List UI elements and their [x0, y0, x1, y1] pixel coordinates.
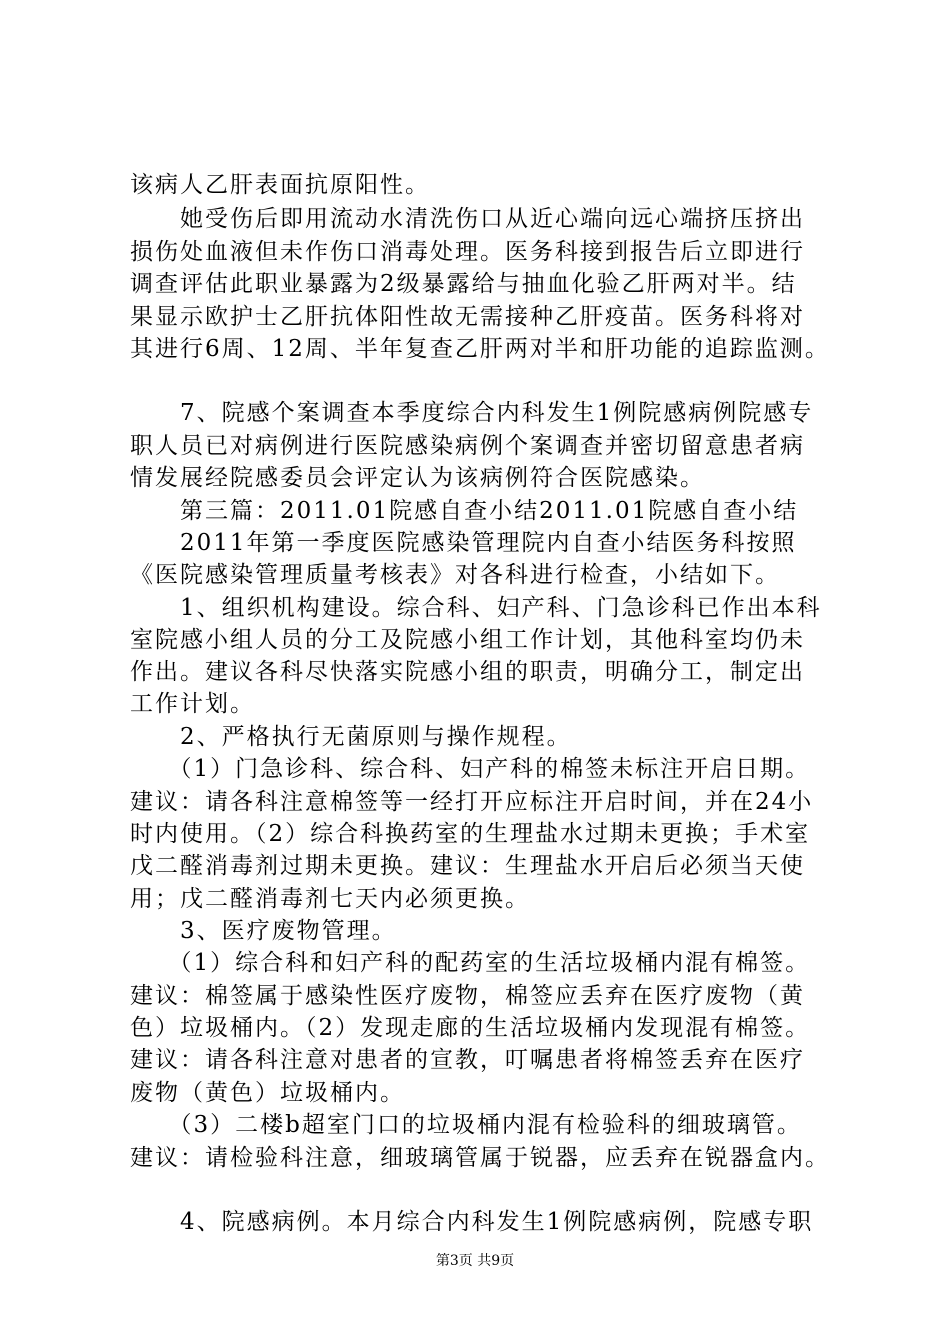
- text-line: 情发展经院感委员会评定认为该病例符合医院感染。: [130, 465, 705, 491]
- text-line: 时内使用。（2）综合科换药室的生理盐水过期未更换；手术室: [130, 821, 811, 847]
- text-line: 该病人乙肝表面抗原阳性。: [130, 172, 430, 198]
- text-line: 损伤处血液但未作伤口消毒处理。医务科接到报告后立即进行: [130, 239, 805, 265]
- text-line: 作出。建议各科尽快落实院感小组的职责，明确分工，制定出: [130, 659, 805, 685]
- text-line: 用；戊二醛消毒剂七天内必须更换。: [130, 886, 530, 912]
- text-line: 其进行6周、12周、半年复查乙肝两对半和肝功能的追踪监测。: [130, 336, 830, 362]
- text-line: 《医院感染管理质量考核表》对各科进行检查，小结如下。: [130, 562, 780, 588]
- page-number-footer: 第3页 共9页: [435, 1253, 515, 1269]
- text-line: 建议：请各科注意对患者的宣教，叮嘱患者将棉签丢弃在医疗: [130, 1047, 805, 1073]
- text-line: 戊二醛消毒剂过期未更换。建议：生理盐水开启后必须当天使: [130, 853, 805, 879]
- text-line: 工作计划。: [130, 691, 255, 717]
- text-line: 2、严格执行无菌原则与操作规程。: [130, 724, 572, 750]
- text-line: 建议：棉签属于感染性医疗废物，棉签应丢弃在医疗废物（黄: [130, 983, 805, 1009]
- text-line: 色）垃圾桶内。（2）发现走廊的生活垃圾桶内发现混有棉签。: [130, 1015, 811, 1041]
- text-line: （1）门急诊科、综合科、妇产科的棉签未标注开启日期。: [130, 756, 811, 782]
- text-line: 果显示欧护士乙肝抗体阳性故无需接种乙肝疫苗。医务科将对: [130, 304, 805, 330]
- text-line: 废物（黄色）垃圾桶内。: [130, 1080, 405, 1106]
- text-line: 3、医疗废物管理。: [130, 918, 397, 944]
- text-line: 1、组织机构建设。综合科、妇产科、门急诊科已作出本科: [130, 595, 822, 621]
- text-line: 职人员已对病例进行医院感染病例个案调查并密切留意患者病: [130, 433, 805, 459]
- text-line: 2011年第一季度医院感染管理院内自查小结医务科按照: [130, 530, 797, 556]
- text-line: 调查评估此职业暴露为2级暴露给与抽血化验乙肝两对半。结: [130, 271, 797, 297]
- text-line: （1）综合科和妇产科的配药室的生活垃圾桶内混有棉签。: [130, 950, 811, 976]
- text-line: 建议：请各科注意棉签等一经打开应标注开启时间，并在24小: [130, 789, 814, 815]
- text-line: 她受伤后即用流动水清洗伤口从近心端向远心端挤压挤出: [130, 206, 805, 232]
- text-line: 4、院感病例。本月综合内科发生1例院感病例，院感专职: [130, 1209, 814, 1235]
- text-line: 建议：请检验科注意，细玻璃管属于锐器，应丢弃在锐器盒内。: [130, 1145, 830, 1171]
- text-line: 第三篇：2011.01院感自查小结2011.01院感自查小结: [130, 498, 799, 524]
- text-line: 室院感小组人员的分工及院感小组工作计划，其他科室均仍未: [130, 627, 805, 653]
- text-line: （3）二楼b超室门口的垃圾桶内混有检验科的细玻璃管。: [130, 1112, 802, 1138]
- text-line: 7、院感个案调查本季度综合内科发生1例院感病例院感专: [130, 400, 814, 426]
